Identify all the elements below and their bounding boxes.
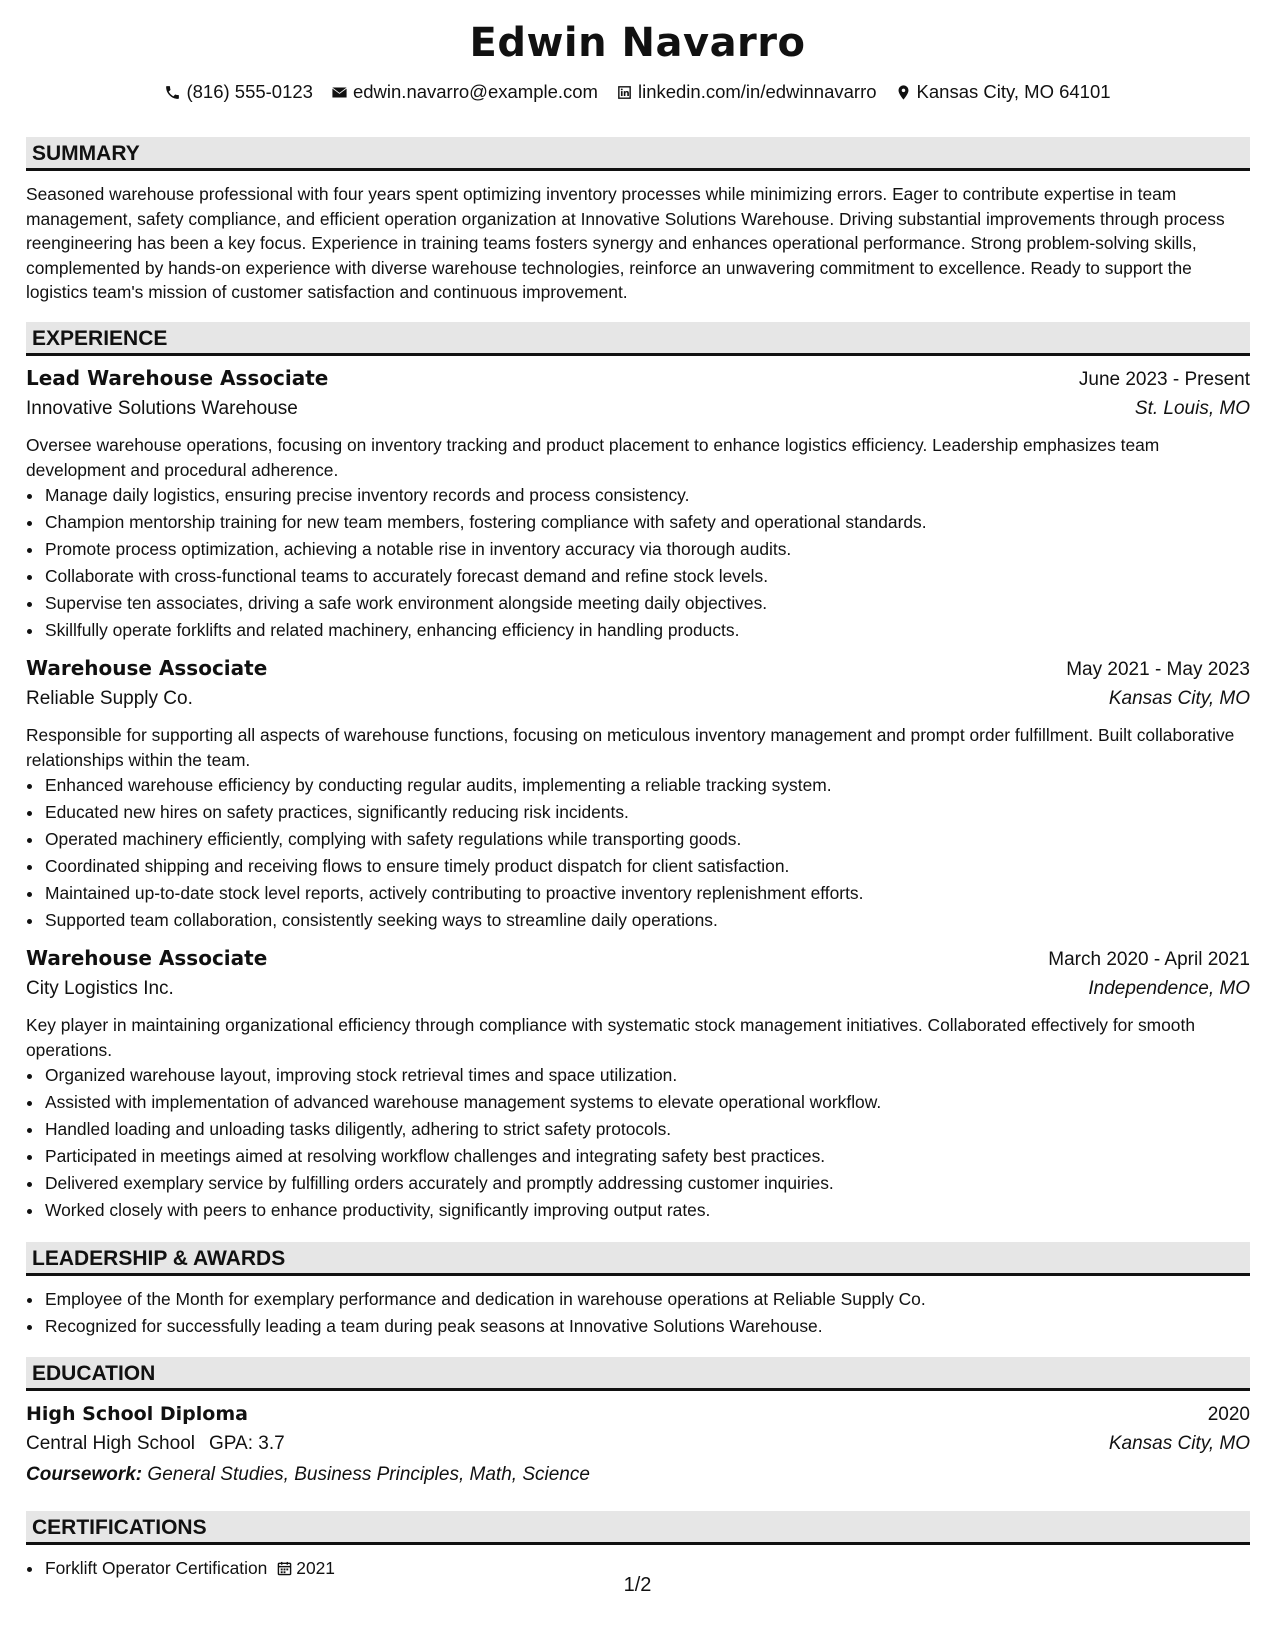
list-item: • Promote process optimization, achieving a notable rise in inventory accuracy via thorough audits. [44,536,1268,563]
job-bullets [26,482,1268,644]
job-subheader [26,688,1250,710]
job-company: Reliable Supply Co. [26,688,193,709]
job-subheader [26,978,1250,1000]
coursework [26,1464,1250,1486]
page-number: 1/2 [623,1574,652,1596]
job-description: Responsible for supporting all aspects of warehouse functions, focusing on meticulous inventory management and prompt order fulfillment. Built collaborative relationships within the team. [26,725,1235,770]
job-location: Independence, MO [1088,978,1250,999]
gpa: GPA: 3.7 [208,1433,285,1454]
degree: High School Diploma [26,1403,248,1425]
job-bullets [26,1062,1268,1224]
section-heading-certifications: CERTIFICATIONS [26,1511,1250,1545]
contact-location [895,80,1111,104]
list-item: • Supported team collaboration, consistently seeking ways to streamline daily operations. [44,907,1268,934]
location-text: Kansas City, MO 64101 [916,81,1111,102]
map-pin-icon [895,84,912,101]
awards-list [26,1286,1268,1340]
coursework-text: General Studies, Business Principles, Math, Science [147,1464,590,1485]
summary-text: Seasoned warehouse professional with four years spent optimizing inventory processes while minimizing errors. Eager to contribute expertise in team management, safety compliance, and efficient operation organization at Innovative Solutions Warehouse. Driving substantial improvements through process reengineering has been a key focus. Experience in training teams fosters synergy and enhances operational performance. Strong problem-solving skills, complemented by hands-on experience with diverse warehouse technologies, reinforce an unwavering commitment to excellence. Ready to support the logistics team's mission of customer satisfaction and continuous improvement. [26,184,1225,302]
school-location: Kansas City, MO [1108,1433,1250,1454]
list-item: • Worked closely with peers to enhance productivity, significantly improving output rates. [44,1197,1268,1224]
section-heading-experience: EXPERIENCE [26,322,1250,356]
contact-email[interactable] [331,80,598,104]
school-info [26,1433,285,1455]
job-title: Lead Warehouse Associate [26,366,329,390]
contact-bar [0,80,1275,104]
job-header [26,656,1250,681]
phone-icon [164,84,181,101]
job-dates: June 2023 - Present [1078,369,1250,390]
list-item: • Manage daily logistics, ensuring precise inventory records and process consistency. [44,482,1268,509]
linkedin-icon [616,84,633,101]
list-item: • Supervise ten associates, driving a safe work environment alongside meeting daily objectives. [44,590,1268,617]
job-bullets [26,772,1268,934]
list-item: • Skillfully operate forklifts and related machinery, enhancing efficiency in handling products. [44,617,1268,644]
job-header [26,366,1250,391]
job-title: Warehouse Associate [26,946,268,970]
list-item: • Handled loading and unloading tasks diligently, adhering to strict safety protocols. [44,1116,1268,1143]
job-company: Innovative Solutions Warehouse [26,398,298,419]
section-heading-awards: LEADERSHIP & AWARDS [26,1242,1250,1276]
job-description: Oversee warehouse operations, focusing on inventory tracking and product placement to enhance logistics efficiency. Leadership emphasizes team development and procedural adherence. [26,435,1160,480]
coursework-label: Coursework: [26,1464,143,1485]
education-subheader [26,1433,1250,1455]
envelope-icon [331,84,348,101]
list-item: • Collaborate with cross-functional teams to accurately forecast demand and refine stock levels. [44,563,1268,590]
list-item: • Organized warehouse layout, improving stock retrieval times and space utilization. [44,1062,1268,1089]
email-text[interactable]: edwin.navarro@example.com [352,81,598,102]
list-item: • Participated in meetings aimed at resolving workflow challenges and integrating safety best practices. [44,1143,1268,1170]
phone-text: (816) 555-0123 [186,81,313,102]
education-header [26,1403,1250,1426]
list-item: • Enhanced warehouse efficiency by conducting regular audits, implementing a reliable tracking system. [44,772,1268,799]
job-header [26,946,1250,971]
job-company: City Logistics Inc. [26,978,174,999]
school-name: Central High School [26,1433,195,1454]
contact-linkedin[interactable] [616,80,877,104]
job-subheader [26,398,1250,420]
list-item: • Recognized for successfully leading a team during peak seasons at Innovative Solutions Warehouse. [44,1313,1268,1340]
candidate-name: Edwin Navarro [469,20,806,66]
job-description: Key player in maintaining organizational efficiency through compliance with systematic stock management initiatives. Collaborated effectively for smooth operations. [26,1015,1195,1060]
job-dates: March 2020 - April 2021 [1048,949,1250,970]
section-heading-summary: SUMMARY [26,137,1250,171]
contact-phone [164,80,313,104]
section-heading-education: EDUCATION [26,1357,1250,1391]
list-item: • Employee of the Month for exemplary performance and dedication in warehouse operations at Reliable Supply Co. [44,1286,1268,1313]
certification-year: 2021 [296,1558,335,1578]
linkedin-text[interactable]: linkedin.com/in/edwinnavarro [637,81,877,102]
job-dates: May 2021 - May 2023 [1066,659,1250,680]
job-location: St. Louis, MO [1134,398,1250,419]
graduation-year: 2020 [1207,1404,1250,1425]
list-item: • Assisted with implementation of advanced warehouse management systems to elevate operational workflow. [44,1089,1268,1116]
list-item: • Operated machinery efficiently, complying with safety regulations while transporting goods. [44,826,1268,853]
certification-name: Forklift Operator Certification [45,1558,268,1578]
job-title: Warehouse Associate [26,656,268,680]
list-item: • Coordinated shipping and receiving flows to ensure timely product dispatch for client satisfaction. [44,853,1268,880]
list-item: • Delivered exemplary service by fulfilling orders accurately and promptly addressing customer inquiries. [44,1170,1268,1197]
list-item: • Educated new hires on safety practices, significantly reducing risk incidents. [44,799,1268,826]
list-item: • Maintained up-to-date stock level reports, actively contributing to proactive inventory replenishment efforts. [44,880,1268,907]
job-location: Kansas City, MO [1108,688,1250,709]
list-item: • Champion mentorship training for new team members, fostering compliance with safety and operational standards. [44,509,1268,536]
